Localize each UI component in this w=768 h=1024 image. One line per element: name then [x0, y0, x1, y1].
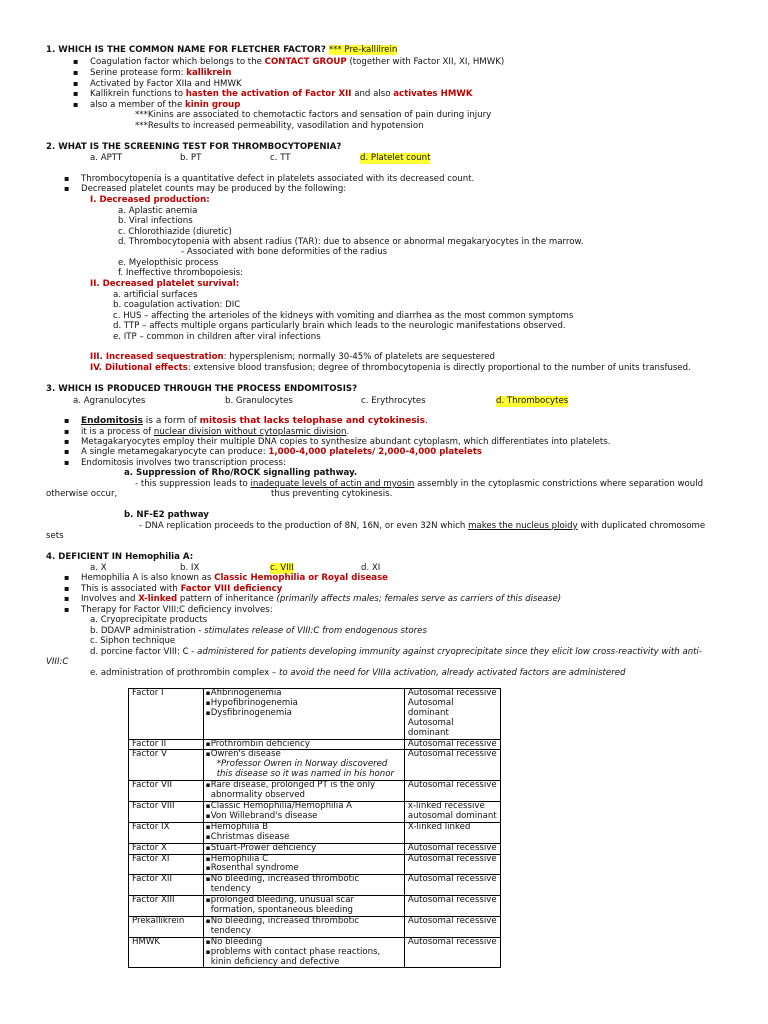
inheritance-cell: [404, 822, 500, 843]
table-row: [129, 843, 501, 854]
factor-name-cell: Factor VII: [129, 781, 204, 802]
q3-bullet-1: ▪ Endomitosis is a form of mitosis that lacks telophase and cytokinesis.: [81, 416, 428, 427]
disorder-item: ▪ problems with contact phase reactions, kinin deficiency and defective: [207, 948, 401, 968]
disorder-item: ▪ Prothrombin deficiency: [207, 740, 401, 750]
disorder-item: ▪ No bleeding, increased thrombotic tendency: [207, 917, 401, 937]
disorder-cell: [203, 822, 404, 843]
factor-name-cell: Factor II: [129, 739, 204, 750]
q2-option-c: c. TT: [270, 153, 291, 163]
q2-item-sub: - Associated with bone deformities of the radius: [181, 247, 388, 257]
q3-sub-heading-a: a. Suppression of Rho/ROCK signalling pathway.: [124, 468, 358, 478]
question-1-title: 1. WHICH IS THE COMMON NAME FOR FLETCHER FACTOR?: [46, 45, 326, 55]
q3-option-c: c. Erythrocytes: [361, 396, 426, 406]
inheritance-item: Autosomal recessive: [407, 738, 497, 749]
disorder-item: ▪ No bleeding: [207, 938, 401, 948]
question-1-answer: *** Pre-kallilrein: [328, 45, 398, 55]
q2-bullet-1: ▪ Thrombocytopenia is a quantitative defect in platelets associated with its decreased count.: [81, 174, 474, 185]
q2-heading-decreased-survival: II. Decreased platelet survival:: [90, 279, 240, 289]
disorder-item: ▪ No bleeding, increased thrombotic tendency: [207, 875, 401, 895]
q3-bullet-2: ▪ it is a process of nuclear division without cytoplasmic division.: [81, 427, 349, 438]
disorder-cell: [203, 739, 404, 750]
q3-sub-b-line-1: - DNA replication proceeds to the production of 8N, 16N, or even 32N which makes the nucleus ploidy with duplicated chromosome: [139, 521, 706, 531]
q4-bullet-4: ▪ Therapy for Factor VIII:C deficiency involves:: [81, 605, 273, 616]
question-4-title: 4. DEFICIENT IN Hemophilia A:: [46, 552, 194, 562]
q3-sub-a-line-2b: thus preventing cytokinesis.: [271, 489, 393, 499]
inheritance-cell: [404, 875, 500, 896]
disorder-cell: [203, 854, 404, 875]
table-row: [129, 937, 501, 968]
q1-note-1: ***Kinins are associated to chemotactic factors and sensation of pain during injury: [135, 110, 492, 120]
q3-sub-a-line-1: - this suppression leads to inadequate levels of actin and myosin assembly in the cytoplasmic constrictions where separation would: [135, 479, 704, 489]
q3-bullet-3: ▪ Metagakaryocytes employ their multiple DNA copies to synthesize abundant cytoplasm, which differentiates into platelets.: [81, 437, 610, 448]
factor-name-cell: Factor VIII: [129, 801, 204, 822]
q1-note-2: ***Results to increased permeability, vasodilation and hypotension: [135, 121, 424, 131]
q3-option-b: b. Granulocytes: [225, 396, 293, 406]
inheritance-item: Autosomal recessive: [407, 874, 497, 885]
disorder-item: ▪ Owren's disease: [207, 750, 401, 760]
inheritance-cell: [404, 896, 500, 917]
q3-sub-b-line-2: sets: [46, 531, 64, 541]
inheritance-cell: [404, 916, 500, 937]
q4-therapy-c: c. Siphon technique: [90, 636, 176, 646]
disorder-item: ▪ prolonged bleeding, unusual scar formation, spontaneous bleeding: [207, 896, 401, 916]
inheritance-cell: [404, 937, 500, 968]
q3-sub-heading-b: b. NF-E2 pathway: [124, 510, 209, 520]
question-3-title: 3. WHICH IS PRODUCED THROUGH THE PROCESS ENDOMITOSIS?: [46, 384, 358, 394]
disorder-item: ▪ Hemophilia C: [207, 855, 401, 865]
disorder-cell: [203, 843, 404, 854]
q4-option-d: d. XI: [361, 563, 381, 573]
q2-item: b. Viral infections: [118, 216, 193, 226]
q2-item: b. coagulation activation: DIC: [113, 300, 241, 310]
disorder-cell: [203, 916, 404, 937]
table-row: [129, 896, 501, 917]
table-row: [129, 750, 501, 781]
disorder-item: ▪ Afibrinogenemia: [207, 689, 401, 699]
q4-therapy-b: b. DDAVP administration - stimulates release of VIII:C from endogenous stores: [90, 626, 427, 636]
inheritance-cell: [404, 739, 500, 750]
disorder-item: ▪ Hypofibrinogenemia: [207, 699, 401, 709]
inheritance-cell: [404, 801, 500, 822]
q4-option-b: b. IX: [180, 563, 200, 573]
coagulation-factor-table: [128, 688, 501, 968]
disorder-item: ▪ Rosenthal syndrome: [207, 864, 401, 874]
inheritance-item: x-linked recessive: [407, 800, 485, 811]
table-row: [129, 916, 501, 937]
q3-option-a: a. Agranulocytes: [73, 396, 146, 406]
inheritance-item: Autosomal recessive: [407, 915, 497, 926]
table-row: [129, 822, 501, 843]
inheritance-item: X-linked linked: [407, 821, 471, 832]
disorder-item: ▪ Rare disease, prolonged PT is the only abnormality observed: [207, 781, 401, 801]
disorder-cell: [203, 801, 404, 822]
question-1: [46, 45, 397, 56]
q3-option-d: d. Thrombocytes: [496, 396, 569, 406]
inheritance-cell: [404, 781, 500, 802]
q4-bullet-3: ▪ Involves and X-linked pattern of inheritance (primarily affects males; females serve as carriers of this disease): [81, 594, 561, 605]
q2-heading-sequestration: III. Increased sequestration: hypersplenism; normally 30-45% of platelets are sequestered: [90, 352, 495, 362]
q4-therapy-e: e. administration of prothrombin complex – to avoid the need for VIIIa activation, already activated factors are administered: [90, 668, 626, 678]
q2-item: d. TTP – affects multiple organs particularly brain which leads to the neurologic manifestations observed.: [113, 321, 566, 331]
inheritance-cell: [404, 750, 500, 781]
disorder-item: ▪ Hemophilia B: [207, 823, 401, 833]
disorder-item: ▪ Christmas disease: [207, 833, 401, 843]
table-row: [129, 854, 501, 875]
factor-name-cell: Factor XII: [129, 875, 204, 896]
q2-item: a. artificial surfaces: [113, 290, 198, 300]
q2-item: d. Thrombocytopenia with absent radius (TAR): due to absence or abnormal megakaryocytes in the marrow.: [118, 237, 584, 247]
inheritance-item: Autosomal recessive: [407, 842, 497, 853]
q2-item: c. Chlorothiazide (diuretic): [118, 227, 232, 237]
inheritance-item: Autosomal recessive: [407, 853, 497, 864]
q2-option-b: b. PT: [180, 153, 202, 163]
table-row: [129, 739, 501, 750]
factor-name-cell: Factor X: [129, 843, 204, 854]
q1-bullet-5: ▪ also a member of the kinin group: [90, 100, 240, 111]
disorder-cell: [203, 750, 404, 781]
factor-name-cell: Factor I: [129, 689, 204, 740]
q2-item: c. HUS – affecting the arterioles of the kidneys with vomiting and diarrhea as the most common symptoms: [113, 311, 574, 321]
q1-bullet-1: ▪ Coagulation factor which belongs to the CONTACT GROUP (together with Factor XII, XI, HMWK): [90, 57, 504, 68]
q4-therapy-a: a. Cryoprecipitate products: [90, 615, 208, 625]
factor-name-cell: HMWK: [129, 937, 204, 968]
q3-bullet-5: ▪ Endomitosis involves two transcription process:: [81, 458, 286, 469]
question-2-title: 2. WHAT IS THE SCREENING TEST FOR THROMBOCYTOPENIA?: [46, 142, 342, 152]
factor-name-cell: Factor XIII: [129, 896, 204, 917]
q2-item: f. Ineffective thrombopoiesis:: [118, 268, 244, 278]
factor-name-cell: Prekallikrein: [129, 916, 204, 937]
disorder-cell: [203, 937, 404, 968]
inheritance-cell: [404, 843, 500, 854]
q4-therapy-d: d. porcine factor VIII: C - administered for patients developing immunity against cryoprecipitate since they elicit low cross-reactivity with anti-: [90, 647, 703, 657]
inheritance-cell: [404, 854, 500, 875]
q4-option-a: a. X: [90, 563, 107, 573]
factor-name-cell: Factor IX: [129, 822, 204, 843]
disorder-note: *Professor Owren in Norway discovered this disease so it was named in his honor: [216, 759, 395, 780]
q4-option-c: c. VIII: [270, 563, 294, 573]
disorder-item: ▪ Classic Hemophilia/Hemophilia A: [207, 802, 401, 812]
q3-sub-a-line-2a: otherwise occur,: [46, 489, 118, 499]
table-row: [129, 689, 501, 740]
q3-bullet-4: ▪ A single metamegakaryocyte can produce: 1,000-4,000 platelets/ 2,000-4,000 platelets: [81, 447, 482, 458]
disorder-item: ▪ Stuart-Prower deficiency: [207, 844, 401, 854]
q2-option-d: d. Platelet count: [360, 153, 431, 163]
factor-name-cell: Factor XI: [129, 854, 204, 875]
factor-name-cell: Factor V: [129, 750, 204, 781]
q2-option-a: a. APTT: [90, 153, 123, 163]
disorder-cell: [203, 781, 404, 802]
inheritance-item: Autosomal recessive: [407, 895, 497, 906]
inheritance-cell: [404, 689, 500, 740]
q4-therapy-d-cont: VIII:C: [46, 657, 69, 667]
q2-heading-dilutional: IV. Dilutional effects: extensive blood transfusion; degree of thrombocytopenia is directly proportional to the number of units transfused.: [90, 363, 691, 373]
inheritance-item: Autosomal recessive: [407, 780, 497, 791]
q4-bullet-1: ▪ Hemophilia A is also known as Classic Hemophilia or Royal disease: [81, 573, 388, 584]
table-row: [129, 781, 501, 802]
inheritance-item: Autosomal dominant: [407, 697, 454, 718]
q4-bullet-2: ▪ This is associated with Factor VIII deficiency: [81, 584, 282, 595]
inheritance-item: Autosomal recessive: [407, 936, 497, 947]
disorder-cell: [203, 689, 404, 740]
q2-bullet-2: ▪ Decreased platelet counts may be produced by the following:: [81, 184, 346, 195]
disorder-item: ▪ Dysfibrinogenemia: [207, 709, 401, 719]
inheritance-item: Autosomal recessive: [407, 688, 497, 698]
q2-item: e. ITP – common in children after viral infections: [113, 332, 321, 342]
inheritance-item: Autosomal dominant: [407, 717, 454, 738]
q2-item: a. Aplastic anemia: [118, 206, 198, 216]
q2-item: e. Myelopthisic process: [118, 258, 219, 268]
disorder-cell: [203, 875, 404, 896]
disorder-cell: [203, 896, 404, 917]
table-row: [129, 875, 501, 896]
table-row: [129, 801, 501, 822]
disorder-item: ▪ Von Willebrand's disease: [207, 812, 401, 822]
q1-bullet-4: ▪ Kallikrein functions to hasten the activation of Factor XII and also activates HMWK: [90, 89, 473, 100]
q2-heading-decreased-production: I. Decreased production:: [90, 195, 210, 205]
inheritance-item: autosomal dominant: [407, 810, 497, 821]
q1-bullet-3: ▪ Activated by Factor XIIa and HMWK: [90, 79, 242, 90]
inheritance-item: Autosomal recessive: [407, 749, 497, 760]
q1-bullet-2: ▪ Serine protease form: kallikrein: [90, 68, 231, 79]
